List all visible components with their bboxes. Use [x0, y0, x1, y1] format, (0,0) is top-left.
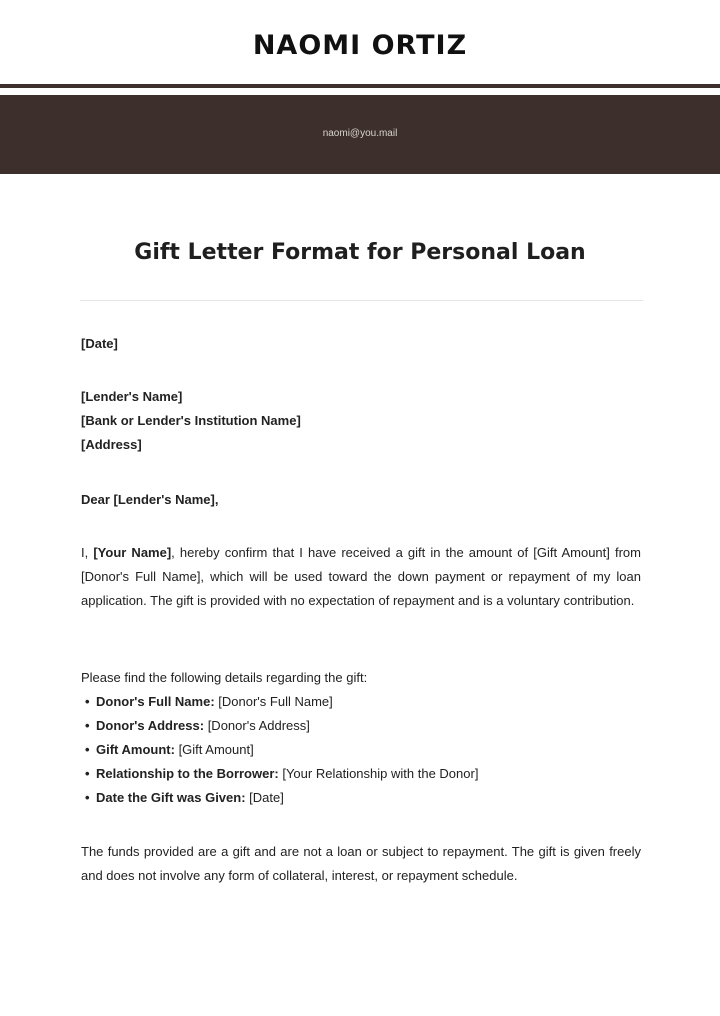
list-item	[81, 690, 641, 714]
author-name: NAOMI ORTIZ	[252, 30, 468, 61]
list-item	[81, 738, 641, 762]
detail-label: Relationship to the Borrower:	[96, 766, 279, 781]
para-rest: , hereby confirm that I have received a gift in the amount of [Gift Amount] from [Donor's Full Name], which will be used toward the down payment or repayment of my loan application. The gift is provided with no expectation of repayment and is a voluntary contribution.	[81, 545, 641, 608]
list-item	[81, 762, 641, 786]
salutation: Dear [Lender's Name],	[81, 492, 219, 507]
your-name-placeholder: [Your Name]	[93, 545, 172, 560]
para-lead: I,	[81, 545, 94, 560]
author-email: naomi@you.mail	[322, 128, 398, 139]
list-item	[81, 714, 641, 738]
title-divider	[80, 300, 643, 301]
detail-value: [Date]	[245, 790, 284, 805]
detail-value: [Donor's Address]	[204, 718, 310, 733]
recipient-block	[81, 385, 641, 457]
details-intro: Please find the following details regarding the gift:	[81, 670, 368, 685]
confirmation-paragraph	[81, 541, 641, 613]
bullet-icon: •	[85, 694, 90, 709]
details-section	[81, 666, 641, 810]
date-field: [Date]	[81, 336, 118, 351]
details-list	[81, 690, 641, 810]
detail-label: Donor's Address:	[96, 718, 205, 733]
lender-address: [Address]	[81, 437, 142, 452]
detail-value: [Donor's Full Name]	[214, 694, 333, 709]
detail-label: Donor's Full Name:	[96, 694, 215, 709]
detail-value: [Your Relationship with the Donor]	[278, 766, 479, 781]
list-item	[81, 786, 641, 810]
header-divider	[0, 84, 720, 88]
bullet-icon: •	[85, 766, 90, 781]
bullet-icon: •	[85, 718, 90, 733]
bullet-icon: •	[85, 742, 90, 757]
bullet-icon: •	[85, 790, 90, 805]
lender-institution: [Bank or Lender's Institution Name]	[81, 413, 301, 428]
detail-label: Date the Gift was Given:	[96, 790, 246, 805]
lender-name: [Lender's Name]	[81, 389, 183, 404]
detail-value: [Gift Amount]	[174, 742, 254, 757]
detail-label: Gift Amount:	[96, 742, 175, 757]
document-title: Gift Letter Format for Personal Loan	[134, 240, 586, 265]
closing-paragraph: The funds provided are a gift and are not a loan or subject to repayment. The gift is given freely and does not involve any form of collateral, interest, or repayment schedule.	[81, 844, 641, 883]
